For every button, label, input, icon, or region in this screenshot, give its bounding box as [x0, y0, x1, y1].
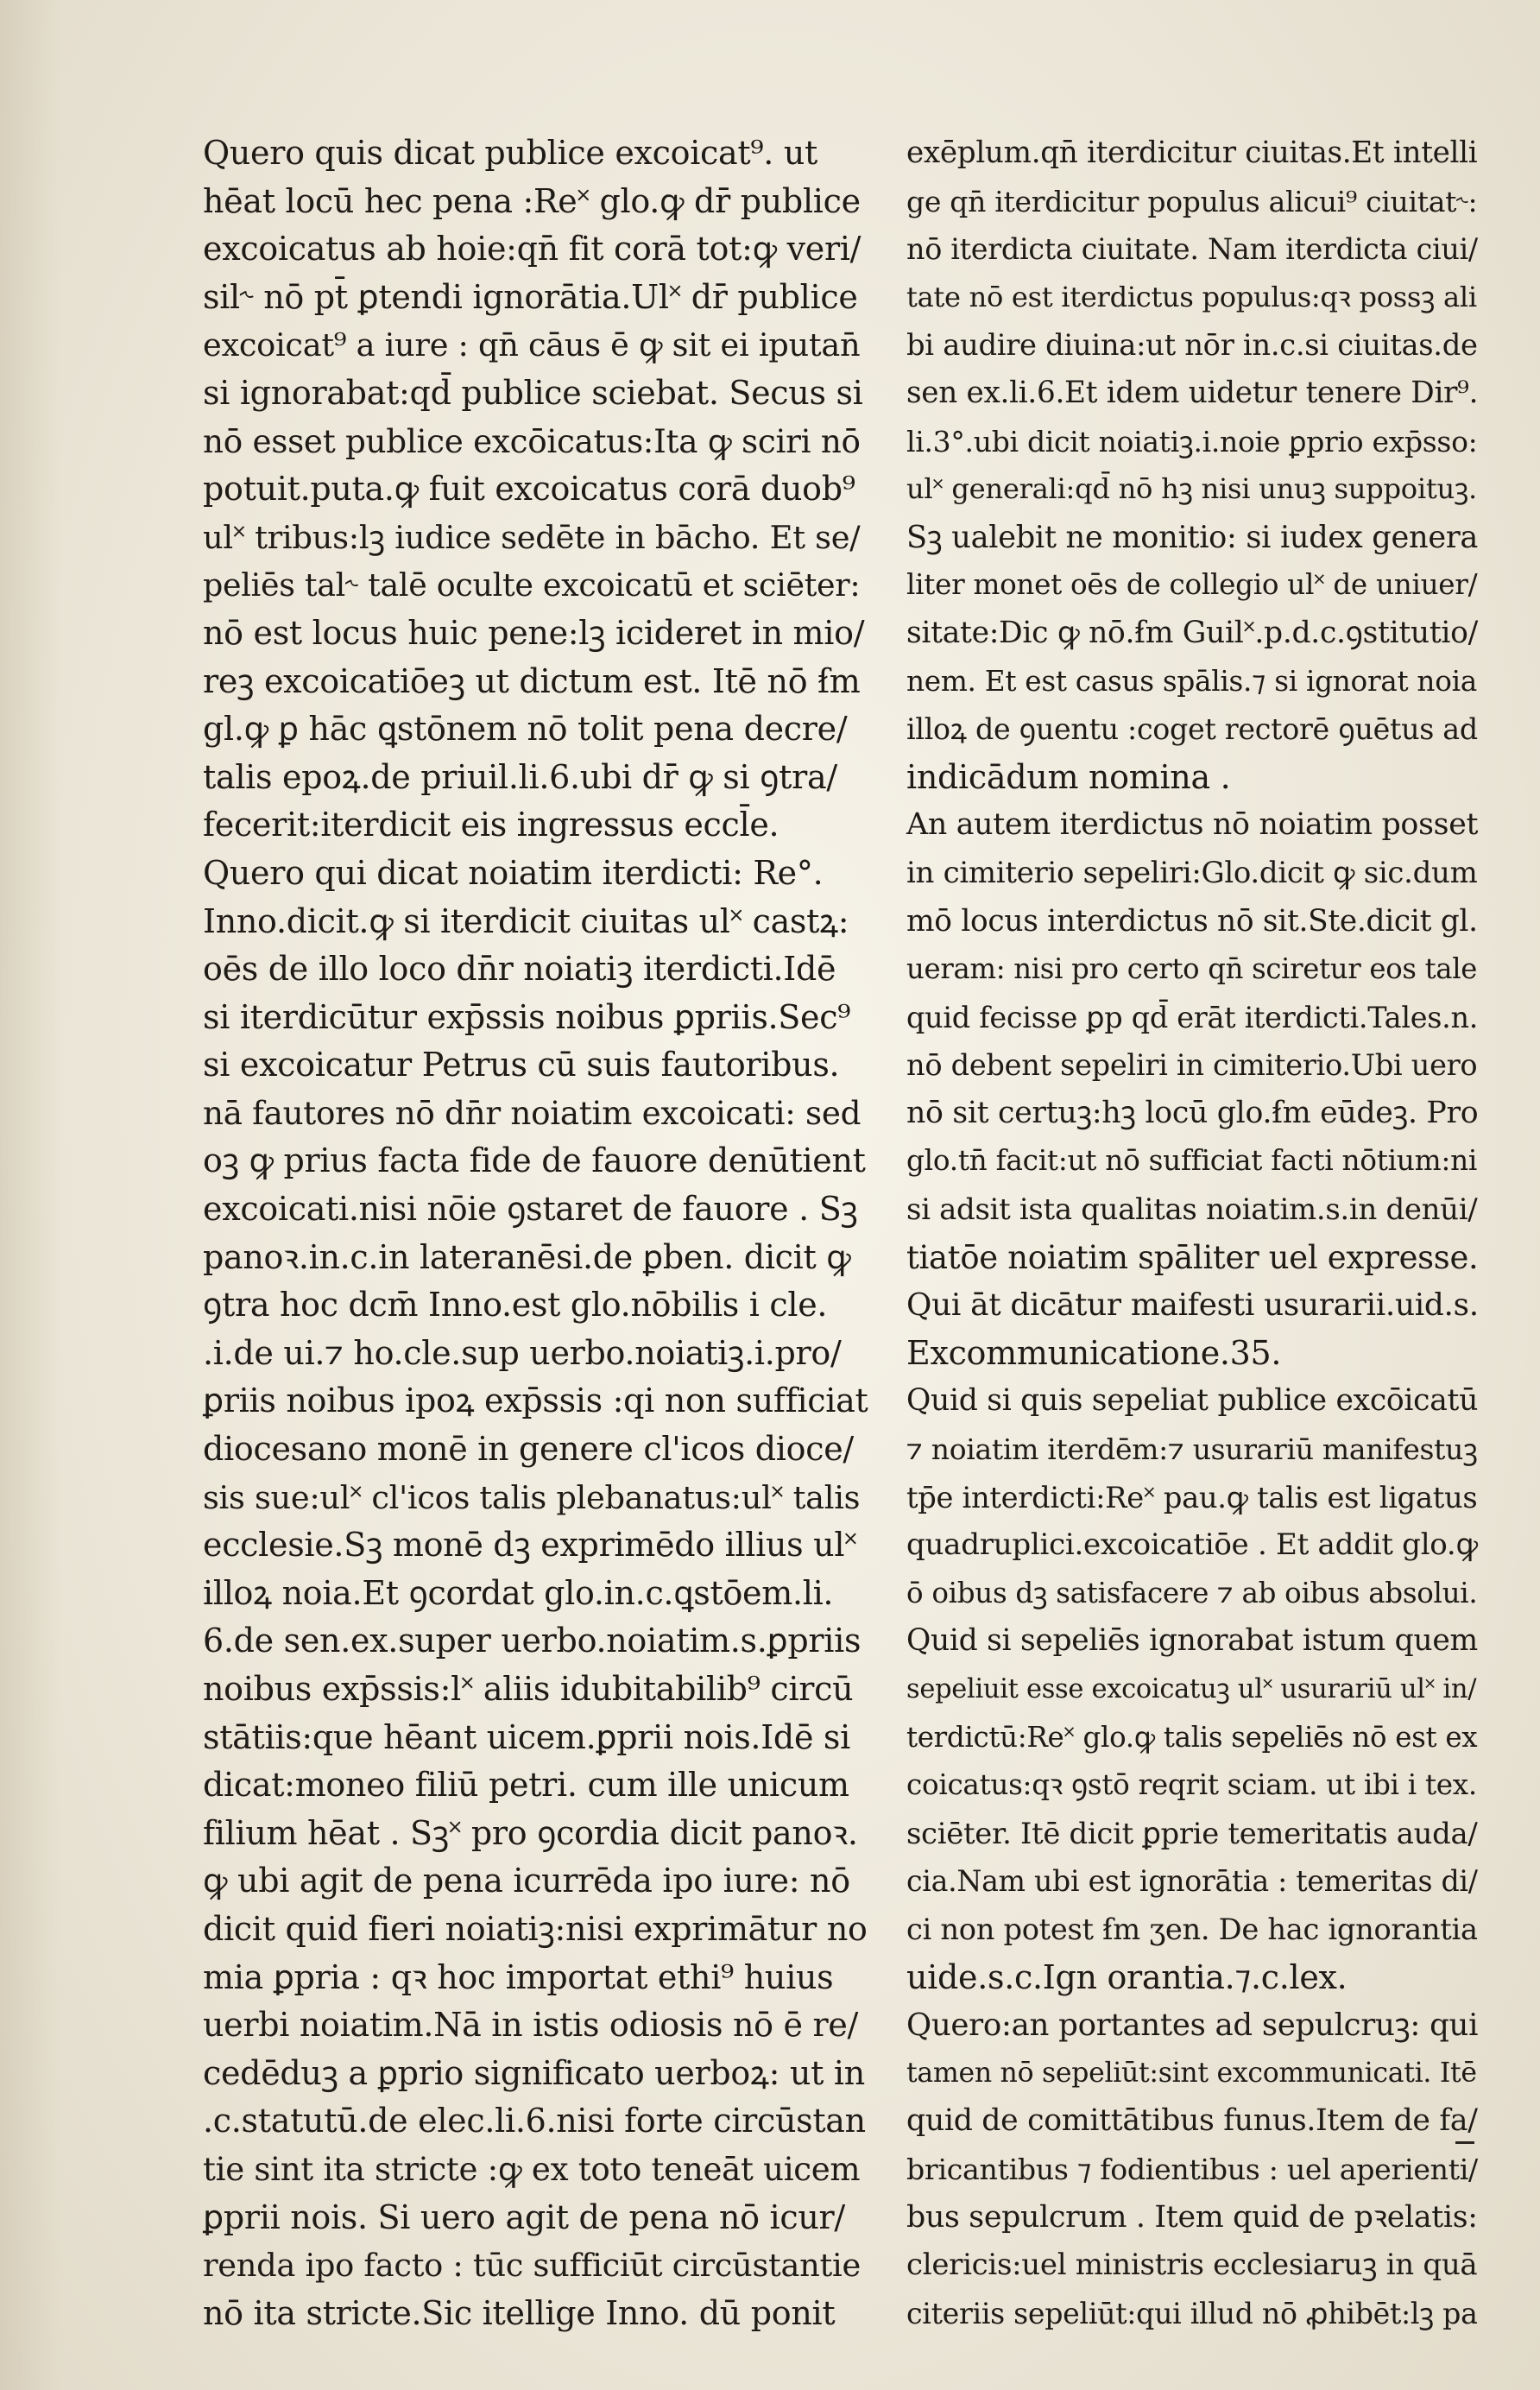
text-line: oēs de illo loco dn̄r noiatiꝫ iterdicti.Idē — [203, 950, 836, 989]
text-line: panoꝛ.in.c.in lateranēsi.de ꝑben. dicit ꝙ — [203, 1237, 851, 1276]
text-line: nō iterdicta ciuitate. Nam iterdicta ciui/ — [906, 232, 1478, 267]
text-line: ueram: nisi pro certo qn̄ sciretur eos tale — [906, 952, 1478, 986]
text-line: nō ita stricte.Sic itellige Inno. dū ponit — [203, 2293, 836, 2332]
text-line: illoꝝ noia.Et ꝯcordat glo.in.c.ꝗstōem.li. — [203, 1573, 834, 1612]
text-line: Quid si quis sepeliat publice excōicatū — [906, 1383, 1479, 1419]
text-line: excoicat⁹ a iure : qn̄ cāus ē ꝙ sit ei iputan̄ — [203, 326, 861, 364]
text-line: dicat:moneo filiū petri. cum ille unicum — [203, 1766, 849, 1805]
text-line: uerbi noiatim.Nā in istis odiosis nō ē re/ — [203, 2006, 859, 2045]
text-line: dicit quid fieri noiatiꝫ:nisi exprimātur no — [203, 1909, 868, 1948]
text-line: Inno.dicit.ꝙ si iterdicit ciuitas ul˟ castꝝ: — [203, 901, 849, 940]
text-line: sil˞ nō pt̄ ꝑtendi ignorātia.Ul˟ dr̄ publice — [203, 277, 858, 316]
text-line: indicādum nomina . — [906, 757, 1231, 796]
text-line: excoicati.nisi nōie ꝯstaret de fauore . Sꝫ — [203, 1190, 858, 1229]
text-line: tiatōe noiatim spāliter uel expresse. — [906, 1238, 1479, 1276]
text-line: liter monet oēs de collegio ul˟ de uniuer/ — [906, 568, 1478, 602]
text-line: sciēter. Itē dicit ꝑprie temeritatis auda/ — [906, 1816, 1478, 1850]
text-line: cedēduꝫ a ꝑprio significato uerboꝝ: ut in — [203, 2053, 865, 2092]
text-line: 6.de sen.ex.super uerbo.noiatim.s.ꝑpriis — [203, 1622, 862, 1660]
text-line: ul˟ generali:qd̄ nō hꝫ nisi unuꝫ suppoituꝫ. — [906, 472, 1477, 506]
text-line: in cimiterio sepeliri:Glo.dicit ꝙ sic.dum — [906, 855, 1478, 890]
text-line: Quero qui dicat noiatim iterdicti: Re°. — [203, 853, 824, 892]
text-line: nō debent sepeliri in cimiterio.Ubi uero — [906, 1048, 1478, 1083]
text-line: Qui āt dicātur maifesti usurarii.uid.s. — [906, 1287, 1479, 1324]
text-line: ⁊ noiatim iterdēm:⁊ usurariū manifestuꝫ — [906, 1432, 1478, 1467]
text-line: cia.Nam ubi est ignorātia : temeritas di/ — [906, 1864, 1478, 1899]
text-line: excoicatus ab hoie:qn̄ fit corā tot:ꝙ veri/ — [203, 230, 862, 269]
text-line: Quero:an portantes ad sepulcruꝫ: qui — [906, 2007, 1479, 2044]
text-line: stātiis:que hēant uicem.ꝑprii nois.Idē si — [203, 1717, 850, 1756]
text-line: ō oibus dꝫ satisfacere ⁊ ab oibus absolui. — [906, 1576, 1478, 1609]
text-line: ꝑriis noibus ipoꝝ exp̄ssis :qi non sufficiat — [203, 1382, 868, 1420]
text-line: tamen nō sepeliūt:sint excommunicati. Itē — [906, 2057, 1477, 2089]
text-line: Excommunicatione.35. — [906, 1333, 1282, 1372]
text-line: nō sit certuꝫ:hꝫ locū glo.ẜm eūdeꝫ. Pro — [906, 1095, 1479, 1130]
text-line: diocesano monē in genere cl'icos dioce/ — [203, 1430, 854, 1469]
text-line: potuit.puta.ꝙ fuit excoicatus corā duob⁹ — [203, 470, 855, 509]
text-line: tate nō est iterdictus populus:qꝛ possꝫ ali — [906, 280, 1477, 313]
text-line: filium hēat . Sꝫ˟ pro ꝯcordia dicit panoꝛ. — [203, 1813, 858, 1852]
text-line: li.3°.ubi dicit noiatiꝫ.i.noie ꝑprio exp̄sso: — [906, 424, 1478, 458]
text-line: .c.statutū.de elec.li.6.nisi forte circūstan — [203, 2102, 866, 2140]
text-line: ꝙ ubi agit de pena icurrēda ipo iure: nō — [203, 1862, 850, 1900]
text-line: Quid si sepeliēs ignorabat istum quem — [906, 1623, 1478, 1659]
text-line: mia ꝑpria : qꝛ hoc importat ethi⁹ huius — [203, 1957, 834, 1996]
text-line: ul˟ tribus:lꝫ iudice sedēte in bācho. Et se/ — [203, 518, 861, 556]
left-text-column — [203, 130, 868, 2332]
text-line: nō esset publice excōicatus:Ita ꝙ sciri nō — [203, 421, 861, 460]
text-line: glo.tn̄ facit:ut nō sufficiat facti nōtium:ni — [906, 1144, 1478, 1178]
text-line: ꝯtra hoc dcm̄ Inno.est glo.nōbilis i cle. — [203, 1286, 828, 1325]
text-line: sis sue:ul˟ cl'icos talis plebanatus:ul˟ talis — [203, 1478, 861, 1516]
text-line: citeriis sepeliūt:qui illud nō ꝓhibēt:lꝫ pa — [906, 2296, 1478, 2330]
text-line: coicatus:qꝛ ꝯstō reqrit sciam. ut ibi i tex. — [906, 1768, 1477, 1802]
text-line: sen ex.li.6.Et idem uidetur tenere Dir⁹. — [906, 375, 1479, 410]
text-line: exēplum.qn̄ iterdicitur ciuitas.Et intelli — [906, 136, 1478, 170]
text-line: ge qn̄ iterdicitur populus alicui⁹ ciuitat˞: — [906, 184, 1478, 218]
page-edge-shading — [0, 0, 60, 2390]
text-line: oꝫ ꝙ prius facta fide de fauore denūtient — [203, 1141, 866, 1180]
text-line: sitate:Dic ꝙ nō.ẜm Guil˟.p.d.c.ꝯstitutio/ — [906, 615, 1478, 650]
text-line: mō locus interdictus nō sit.Ste.dicit gl. — [906, 903, 1478, 939]
text-line: renda ipo facto : tūc sufficiūt circūstantie — [203, 2247, 861, 2285]
text-line: ci non potest ẜm ʒen. De hac ignorantia — [906, 1912, 1478, 1946]
text-line: si adsit ista qualitas noiatim.s.in denūi/ — [906, 1192, 1478, 1227]
text-line: quid fecisse ꝑp qd̄ erāt iterdicti.Tales.n. — [906, 1000, 1479, 1034]
text-line: .i.de ui.⁊ ho.cle.sup uerbo.noiatiꝫ.i.pro/ — [203, 1333, 842, 1372]
text-line: ecclesie.Sꝫ monē dꝫ exprimēdo illius ul˟ — [203, 1526, 857, 1565]
text-line: hēat locū hec pena :Re˟ glo.ꝙ dr̄ publice — [203, 181, 861, 220]
text-line: uide.s.c.Ign orantia.⁊.c.lex. — [906, 1957, 1348, 1996]
text-line: An autem iterdictus nō noiatim posset — [906, 807, 1479, 843]
text-line: reꝫ excoicatiōeꝫ ut dictum est. Itē nō ẜm — [203, 661, 861, 700]
text-line: fecerit:iterdicit eis ingressus eccl̄e. — [203, 806, 779, 844]
text-line: tie sint ita stricte :ꝙ ex toto teneāt uicem — [203, 2150, 861, 2188]
text-line: quadruplici.excoicatiōe . Et addit glo.ꝙ — [906, 1527, 1478, 1563]
text-line: tp̄e interdicti:Re˟ pau.ꝙ talis est ligatus — [906, 1480, 1478, 1514]
text-line: bi audire diuina:ut nōr in.c.si ciuitas.de — [906, 328, 1478, 363]
text-line: bus sepulcrum . Item quid de pꝛelatis: — [906, 2199, 1478, 2235]
text-line: talis epoꝝ.de priuil.li.6.ubi dr̄ ꝙ si ꝯtra/ — [203, 757, 837, 796]
text-line: nā fautores nō dn̄r noiatim excoicati: sed — [203, 1093, 862, 1132]
text-line: nem. Et est casus spālis.⁊ si ignorat noia — [906, 664, 1477, 698]
text-line: noibus exp̄ssis:l˟ aliis idubitabilib⁹ circū — [203, 1670, 854, 1708]
text-line: nō est locus huic pene:lꝫ icideret in mio/ — [203, 613, 865, 652]
text-line: gl.ꝙ ꝑ hāc ꝗstōnem nō tolit pena decre/ — [203, 710, 848, 749]
text-line: bricantibus ⁊ fodientibus : uel aperienti/ — [906, 2152, 1478, 2186]
text-line: ꝑprii nois. Si uero agit de pena nō icur/ — [203, 2197, 845, 2236]
text-line: sepeliuit esse excoicatuꝫ ul˟ usurariū ul˟ in/ — [906, 1674, 1477, 1704]
text-line: si excoicatur Petrus cū suis fautoribus. — [203, 1046, 840, 1084]
text-line: peliēs tal˞ talē oculte excoicatū et sciēter: — [203, 566, 861, 604]
text-line: si iterdicūtur exp̄ssis noibus ꝑpriis.Sec⁹ — [203, 997, 851, 1036]
page-mark — [1455, 2141, 1474, 2144]
text-line: quid de comittātibus funus.Item de fa/ — [906, 2103, 1478, 2139]
text-line: Quero quis dicat publice excoicat⁹. ut — [203, 134, 817, 172]
right-text-column — [906, 130, 1485, 2330]
text-line: terdictū:Re˟ glo.ꝙ talis sepeliēs nō est ex — [906, 1720, 1478, 1754]
text-line: Sꝫ ualebit ne monitio: si iudex genera — [906, 519, 1478, 555]
text-line: illoꝝ de ꝯuentu :coget rectorē ꝯuētus ad — [906, 712, 1478, 747]
text-line: clericis:uel ministris ecclesiaruꝫ in quā — [906, 2248, 1478, 2283]
text-line: si ignorabat:qd̄ publice sciebat. Secus si — [203, 373, 863, 412]
